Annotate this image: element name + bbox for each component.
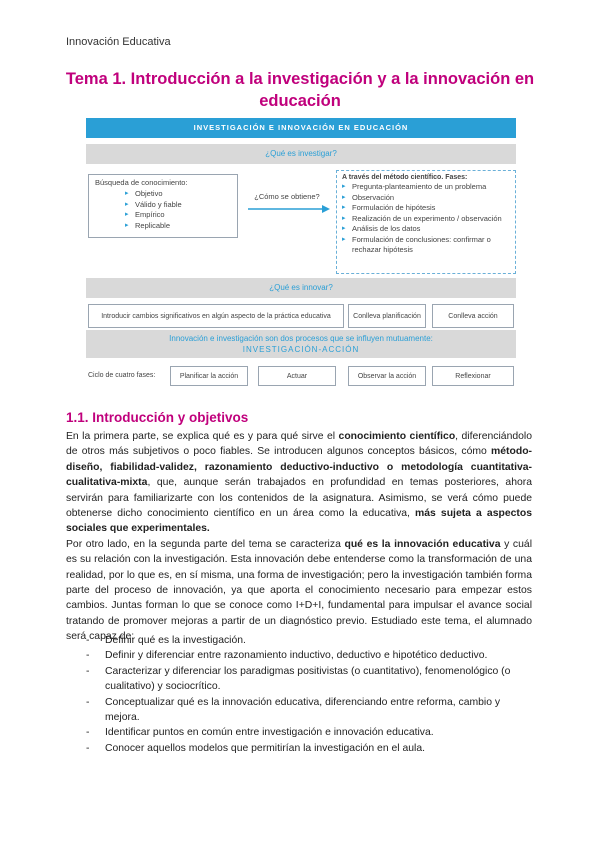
band-que-es-innovar: ¿Qué es innovar?: [86, 278, 516, 298]
paragraph-2: [66, 537, 532, 645]
metodo-title: A través del método científico. Fases:: [342, 174, 468, 181]
objective-item: - Conocer aquellos modelos que permitirían la investigación en el aula.: [86, 741, 532, 756]
busqueda-item: ▸ Empírico: [125, 210, 231, 221]
metodo-fases-list: [342, 182, 510, 256]
p1-bold: método-diseño, fiabilidad-validez, razonamiento deductivo-inductivo o metodología cuantitativa-cualitativa-mixta: [66, 446, 532, 489]
busqueda-item: ▸ Objetivo: [125, 189, 231, 200]
busqueda-item: ▸ Válido y fiable: [125, 200, 231, 211]
metodo-fase: ▸ Realización de un experimento / observación: [342, 214, 510, 225]
section-body: [66, 429, 532, 645]
objective-item: - Caracterizar y diferenciar los paradigmas positivistas (o cuantitativo), fenomenológico (o cualitativo) y sociocrítico.: [86, 664, 532, 695]
ciclo-fase: Actuar: [258, 366, 336, 386]
diagram-title: INVESTIGACIÓN E INNOVACIÓN EN EDUCACIÓN: [86, 118, 516, 138]
busqueda-box: [88, 174, 238, 238]
objective-item: - Identificar puntos en común entre investigación e innovación educativa.: [86, 725, 532, 740]
ciclo-fase: Reflexionar: [432, 366, 514, 386]
procesos-line: Innovación e investigación son dos procesos que se influyen mutuamente:: [169, 334, 433, 343]
arrow-right-icon: [246, 204, 332, 214]
metodo-fase: ▸ Formulación de hipótesis: [342, 203, 510, 214]
page-title: Tema 1. Introducción a la investigación y a la innovación en educación: [65, 70, 535, 110]
p1-text: , diferenciándolo de otros más subjetivos o poco fiables. Se introducen algunos conceptos básicos, cómo: [66, 431, 532, 458]
objective-item: - Definir y diferenciar entre razonamiento inductivo, deductivo e hipotético deductivo.: [86, 648, 532, 663]
paragraph-1: [66, 429, 532, 537]
p2-text: Por otro lado, en la segunda parte del tema se caracteriza: [66, 538, 345, 550]
objective-item: - Definir qué es la investigación.: [86, 633, 532, 648]
innovar-definition: Introducir cambios significativos en algún aspecto de la práctica educativa: [88, 304, 344, 328]
band-que-es-investigar: ¿Qué es investigar?: [86, 144, 516, 164]
conlleva-accion: Conlleva acción: [432, 304, 514, 328]
p1-bold: conocimiento científico: [338, 431, 456, 442]
ciclo-fase: Planificar la acción: [170, 366, 248, 386]
metodo-fase: ▸ Formulación de conclusiones: confirmar o rechazar hipótesis: [342, 235, 510, 256]
band-procesos: [86, 330, 516, 358]
metodo-fase: ▸ Observación: [342, 193, 510, 204]
objectives-list: [86, 633, 532, 756]
busqueda-list: [125, 189, 231, 231]
section-heading: 1.1. Introducción y objetivos: [66, 410, 249, 425]
concept-diagram: [86, 118, 516, 386]
busqueda-item: ▸ Replicable: [125, 221, 231, 232]
como-se-obtiene-label: ¿Cómo se obtiene?: [254, 192, 320, 201]
p2-bold: qué es la innovación educativa: [344, 538, 501, 550]
p1-bold: más sujeta a aspectos sociales que experimentales.: [66, 508, 532, 535]
ciclo-label: Ciclo de cuatro fases:: [88, 372, 156, 379]
ciclo-fase: Observar la acción: [348, 366, 426, 386]
conlleva-planificacion: Conlleva planificación: [348, 304, 426, 328]
metodo-fase: ▸ Pregunta-planteamiento de un problema: [342, 182, 510, 193]
busqueda-title: Búsqueda de conocimiento:: [95, 178, 188, 187]
running-header: Innovación Educativa: [66, 36, 171, 48]
investigacion-accion-label: INVESTIGACIÓN-ACCIÓN: [242, 345, 360, 354]
metodo-fase: ▸ Análisis de los datos: [342, 224, 510, 235]
p1-text: , que, aunque serán trabajados en profundidad en temas posteriores, ahora servirán para familiarizarte con los contenidos de la asignatura. Asimismo, se verá cómo puede obtenerse dicho conocimiento científico en un área como la educativa,: [66, 477, 532, 520]
p1-text: En la primera parte, se explica qué es y para qué sirve el: [66, 431, 339, 442]
p2-text: y cuál es su relación con la investigación. Esta innovación debe entenderse como la transformación de una realidad, por lo que es, en sí misma, una forma de investigación; pero la investigación también forma parte del proceso de innovación, ya que aporta el conocimiento necesario para empezar estos cambios. Juntas forman lo que se conoce como I+D+I, fundamental para impulsar el avance social tratando de promover mejoras a partir de un diagnóstico previo. Estudiado este tema, el alumnado será capaz de:: [66, 538, 532, 643]
metodo-cientifico-box: [336, 170, 516, 274]
objective-item: - Conceptualizar qué es la innovación educativa, diferenciando entre reforma, cambio y mejora.: [86, 695, 532, 726]
